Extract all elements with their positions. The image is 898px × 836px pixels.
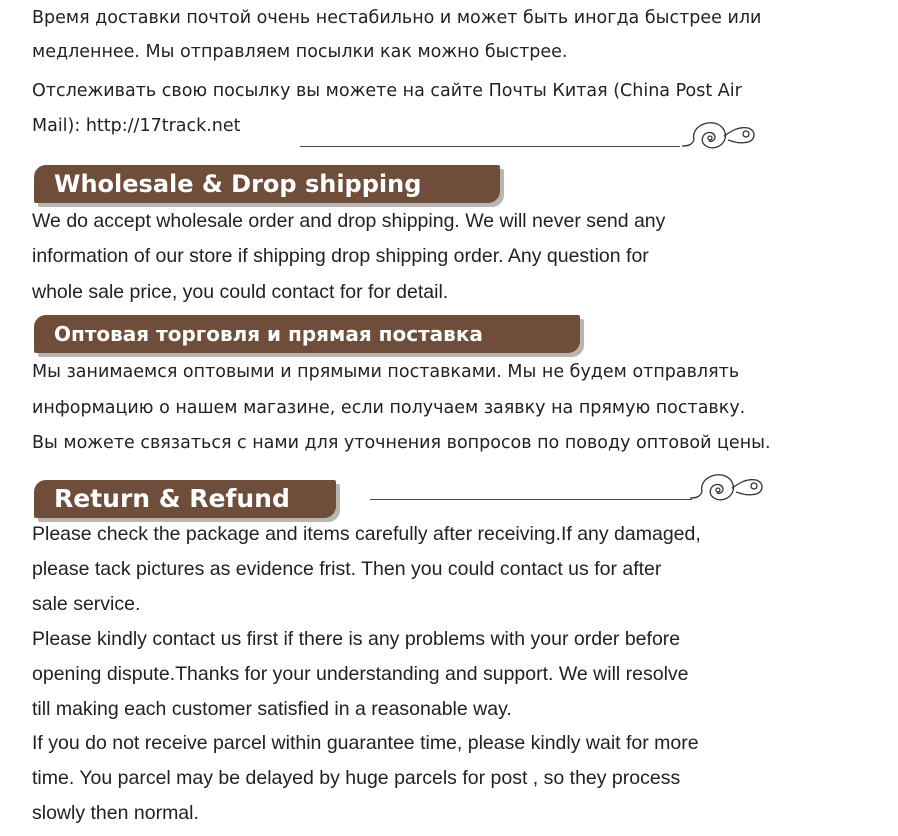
divider-rule: [370, 499, 692, 500]
wholesale-heading: Wholesale & Drop shipping: [54, 170, 422, 198]
delivery-text-line: медленнее. Мы отправляем посылки как можно быстрее.: [32, 42, 568, 62]
snail-swirl-icon: [680, 112, 760, 156]
refund-text-line: slowly then normal.: [32, 802, 199, 824]
wholesale-ru-text-line: Мы занимаемся оптовыми и прямыми поставками. Мы не будем отправлять: [32, 362, 740, 382]
refund-text-line: If you do not receive parcel within guarantee time, please kindly wait for more: [32, 732, 699, 754]
snail-swirl-icon: [688, 464, 768, 508]
refund-heading: Return & Refund: [54, 484, 290, 513]
refund-text-line: Please kindly contact us first if there is any problems with your order before: [32, 628, 681, 650]
refund-heading-banner: [34, 480, 336, 518]
wholesale-text-line: whole sale price, you could contact for for detail.: [32, 281, 449, 303]
refund-text-line: please tack pictures as evidence frist. Then you could contact us for after: [32, 558, 662, 580]
refund-text-line: Please check the package and items carefully after receiving.If any damaged,: [32, 523, 701, 545]
wholesale-text-line: information of our store if shipping drop shipping order. Any question for: [32, 245, 649, 267]
wholesale-ru-text-line: Вы можете связаться с нами для уточнения вопросов по поводу оптовой цены.: [32, 433, 771, 453]
divider-rule: [300, 146, 680, 147]
wholesale-ru-heading-banner: [34, 315, 580, 353]
delivery-text-line: Mail): http://17track.net: [32, 116, 241, 136]
refund-text-line: time. You parcel may be delayed by huge parcels for post , so they process: [32, 767, 681, 789]
delivery-text-line: Отслеживать свою посылку вы можете на сайте Почты Китая (China Post Air: [32, 81, 742, 101]
wholesale-ru-text-line: информацию о нашем магазине, если получаем заявку на прямую поставку.: [32, 398, 746, 418]
refund-text-line: till making each customer satisfied in a reasonable way.: [32, 698, 512, 720]
wholesale-heading-banner: [34, 165, 500, 203]
refund-text-line: sale service.: [32, 593, 141, 615]
refund-text-line: opening dispute.Thanks for your understanding and support. We will resolve: [32, 663, 689, 685]
wholesale-ru-heading: Оптовая торговля и прямая поставка: [54, 322, 483, 346]
delivery-text-line: Время доставки почтой очень нестабильно и может быть иногда быстрее или: [32, 8, 762, 28]
wholesale-text-line: We do accept wholesale order and drop shipping. We will never send any: [32, 210, 666, 232]
